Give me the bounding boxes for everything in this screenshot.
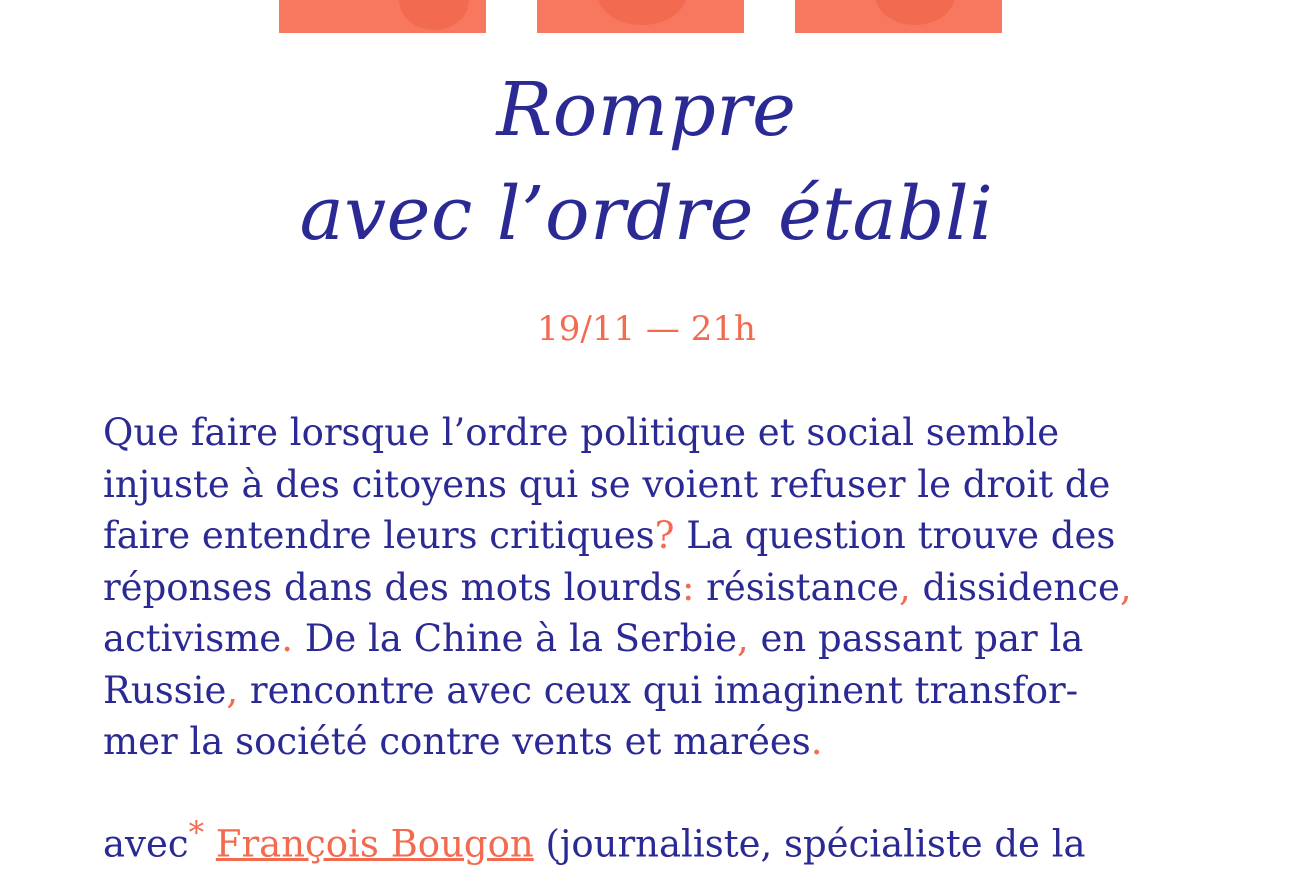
guest-line — [103, 808, 1193, 870]
event-title — [0, 58, 1293, 266]
description-line: mer la société contre vents et marées. — [103, 720, 823, 763]
speaker-photo-1 — [279, 0, 486, 33]
speaker-photos — [0, 0, 1293, 33]
speaker-photo-2 — [537, 0, 744, 33]
description-line: réponses dans des mots lourds: résistance, dissidence, — [103, 565, 1132, 609]
speaker-photo-3 — [795, 0, 1002, 33]
description-line: Que faire lorsque l’ordre politique et social semble — [103, 411, 1060, 454]
event-title-line-2: avec l’ordre établi — [299, 171, 994, 257]
description-line: Russie, rencontre avec ceux qui imaginent transfor- — [103, 668, 1079, 712]
guest-role: (journaliste, spécialiste de la — [533, 822, 1086, 866]
guest-prefix: avec — [103, 822, 189, 866]
guest-name-link[interactable]: François Bougon — [215, 822, 534, 866]
event-date: 19/11 — 21h — [537, 309, 756, 349]
description-line: activisme. De la Chine à la Serbie, en passant par la — [103, 617, 1084, 660]
event-description — [103, 407, 1193, 768]
description-line: faire entendre leurs critiques? La question trouve des — [103, 514, 1116, 557]
guest-footnote-mark: * — [188, 815, 205, 851]
event-title-line-1: Rompre — [496, 67, 797, 153]
description-line: injuste à des citoyens qui se voient refuser le droit de — [103, 462, 1111, 506]
